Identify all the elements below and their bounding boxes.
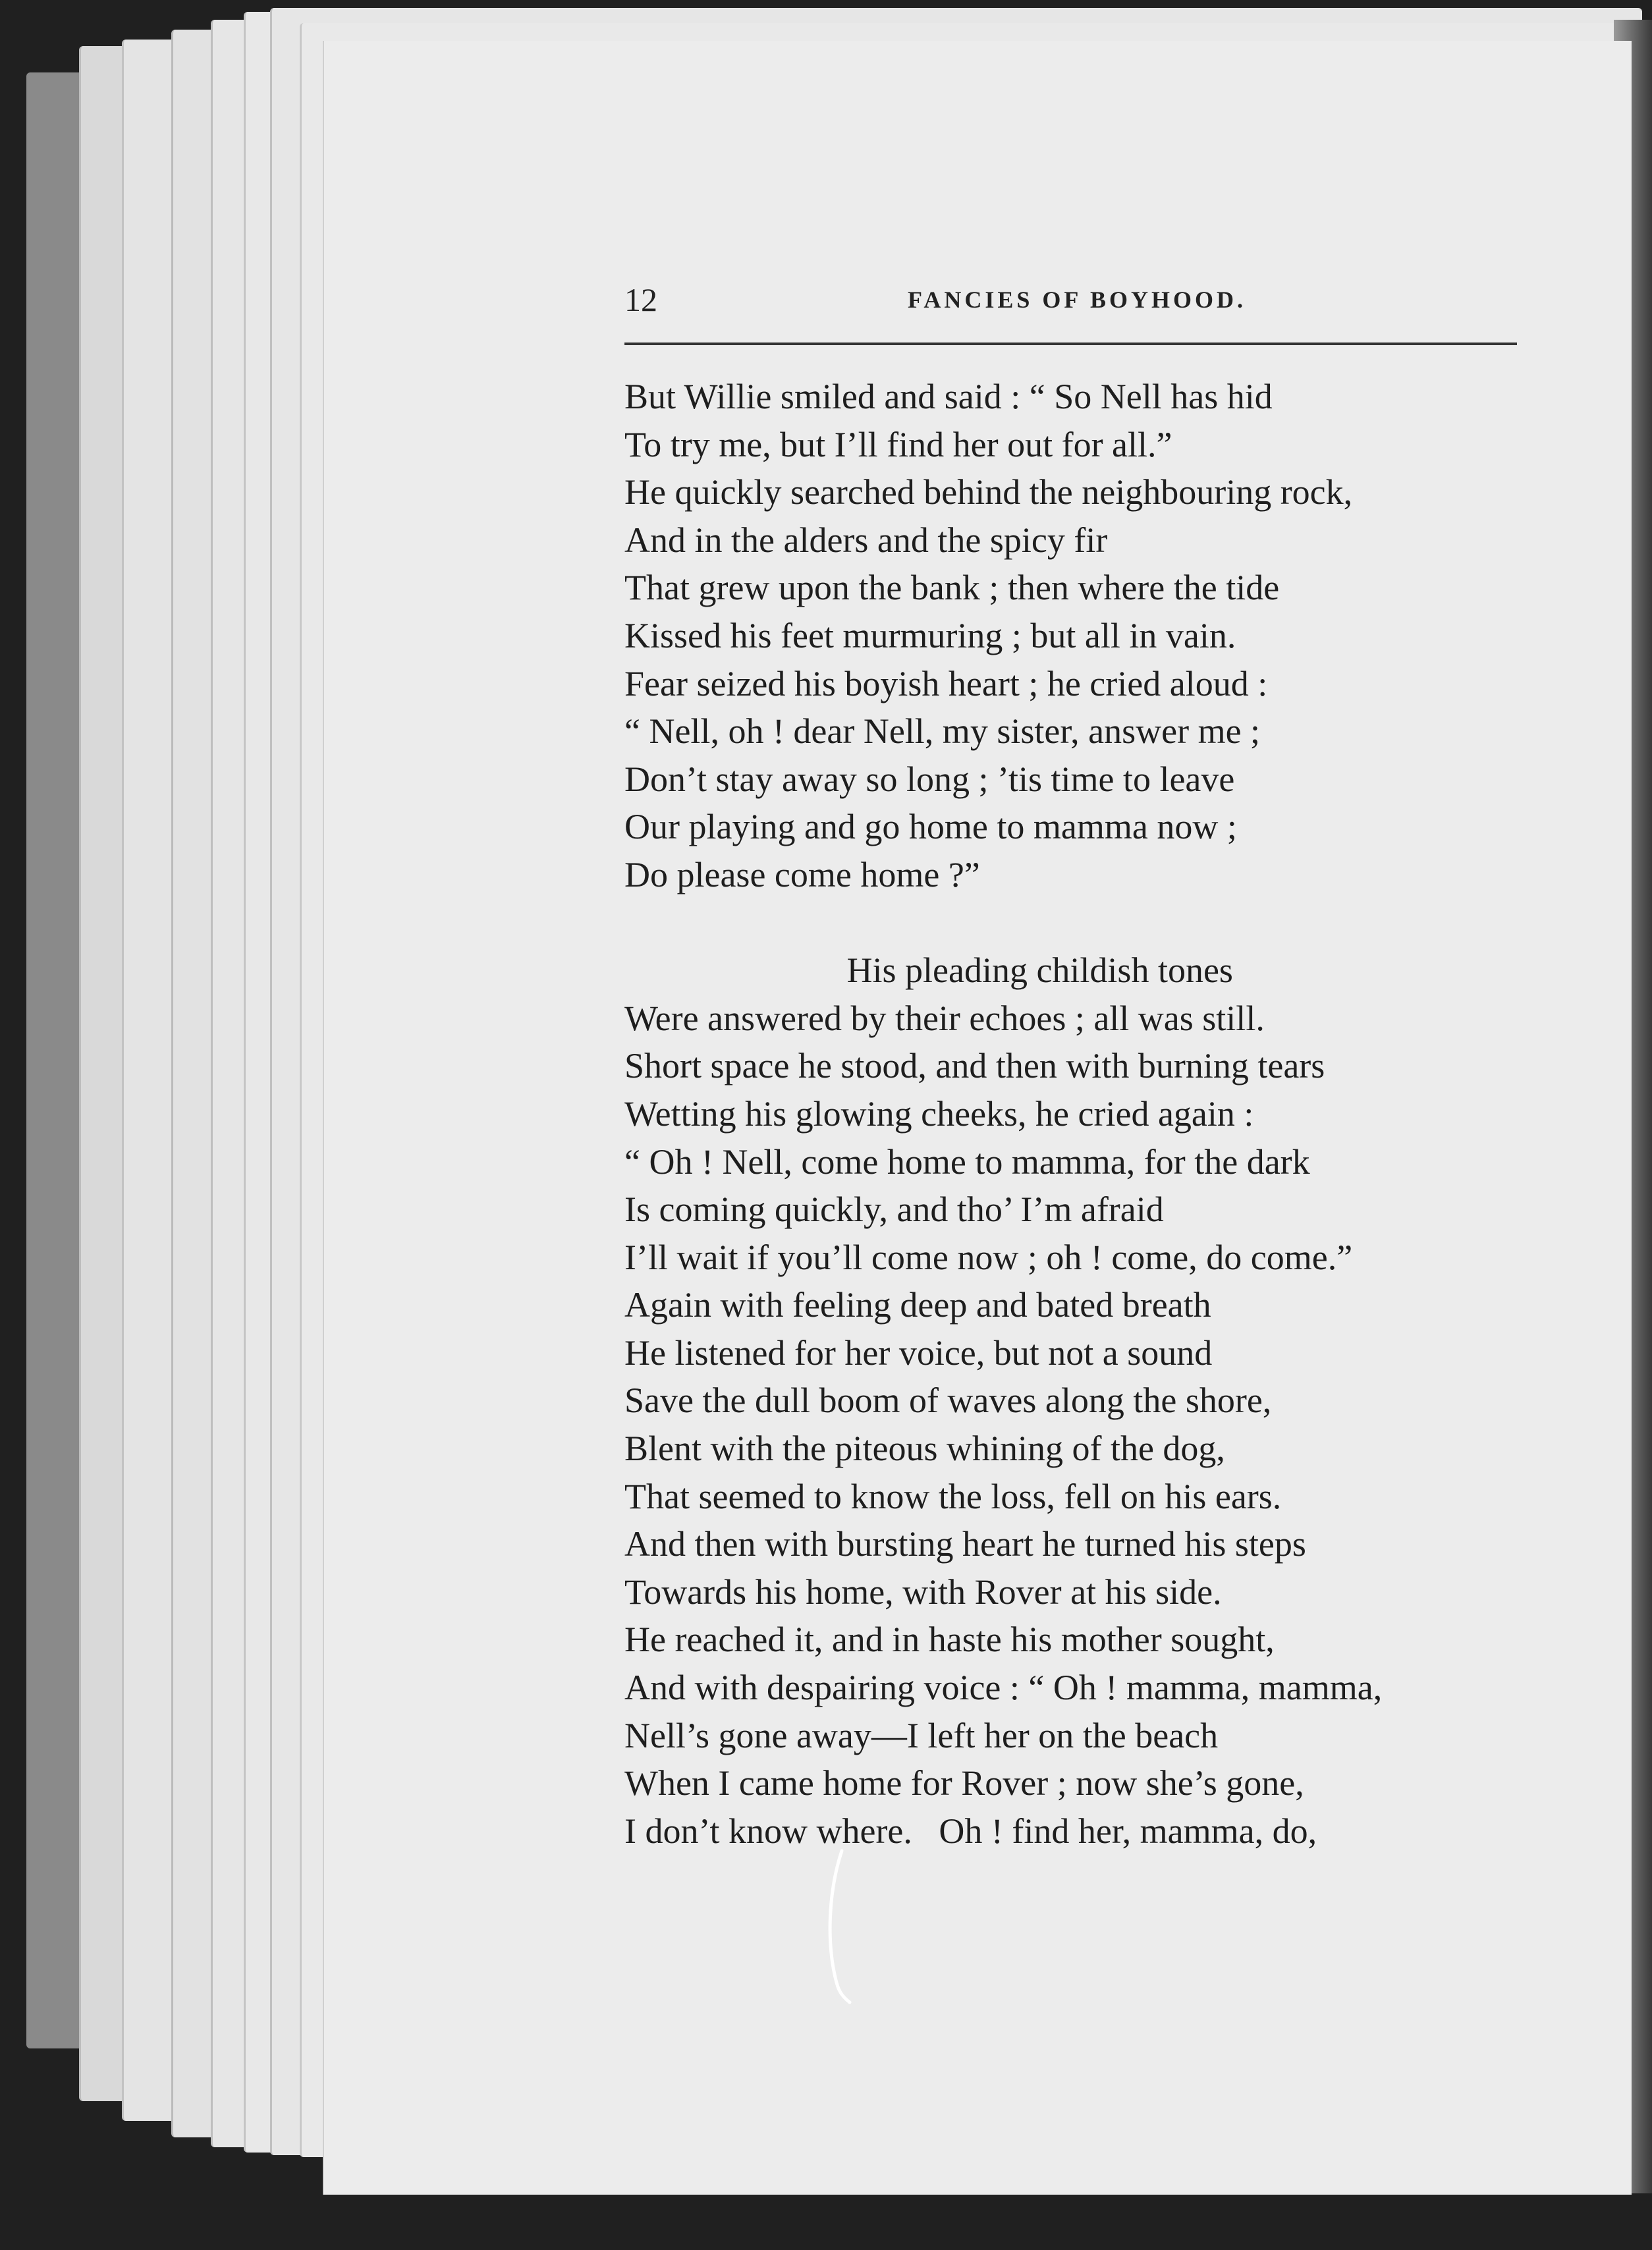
poem-line: “ Nell, oh ! dear Nell, my sister, answer me ; [624,711,1261,752]
poem-line: Again with feeling deep and bated breath [624,1285,1211,1325]
poem-line: Don’t stay away so long ; ’tis time to leave [624,759,1235,799]
poem-line: Short space he stood, and then with burning tears [624,1046,1325,1086]
page-number: 12 [624,281,657,318]
poem-line: That grew upon the bank ; then where the tide [624,568,1280,608]
page-header [624,277,1517,323]
poem-line: And with despairing voice : “ Oh ! mamma, mamma, [624,1668,1383,1708]
poem-line: He quickly searched behind the neighbouring rock, [624,472,1353,512]
stray-pen-mark [817,1844,869,2016]
poem-line: But Willie smiled and said : “ So Nell has hid [624,377,1273,416]
poem-line: Do please come home ?” [624,854,980,894]
poem-line: He reached it, and in haste his mother sought, [624,1620,1275,1660]
poem-line: Towards his home, with Rover at his side. [624,1572,1222,1612]
poem-line: Blent with the piteous whining of the dog, [624,1429,1225,1469]
running-title: FANCIES OF BOYHOOD. [908,287,1247,313]
header-rule [624,343,1517,345]
poem-line: I don’t know where. Oh ! find her, mamma, do, [624,1811,1317,1851]
poem-line: I’ll wait if you’ll come now ; oh ! come, do come.” [624,1237,1353,1277]
poem-line: Were answered by their echoes ; all was still. [624,998,1265,1038]
poem-line: Our playing and go home to mamma now ; [624,807,1237,847]
poem-line: “ Oh ! Nell, come home to mamma, for the dark [624,1141,1310,1182]
poem-line: He listened for her voice, but not a sound [624,1332,1213,1373]
poem-line: And then with bursting heart he turned his steps [624,1524,1306,1564]
poem-text [624,373,1547,1855]
poem-line: Kissed his feet murmuring ; but all in vain. [624,615,1236,655]
poem-line: Wetting his glowing cheeks, he cried again : [624,1093,1254,1134]
poem-line: And in the alders and the spicy fir [624,520,1108,560]
poem-line: To try me, but I’ll find her out for all.” [624,424,1172,464]
stanza-break [624,899,1547,947]
poem-line: When I came home for Rover ; now she’s gone, [624,1763,1304,1803]
poem-line: Save the dull boom of waves along the shore, [624,1381,1272,1421]
poem-line: Nell’s gone away—I left her on the beach [624,1715,1219,1755]
poem-line: That seemed to know the loss, fell on his ears. [624,1476,1282,1516]
poem-line: Is coming quickly, and tho’ I’m afraid [624,1190,1164,1230]
poem-line: His pleading childish tones [624,950,1233,991]
poem-line: Fear seized his boyish heart ; he cried aloud : [624,663,1268,703]
